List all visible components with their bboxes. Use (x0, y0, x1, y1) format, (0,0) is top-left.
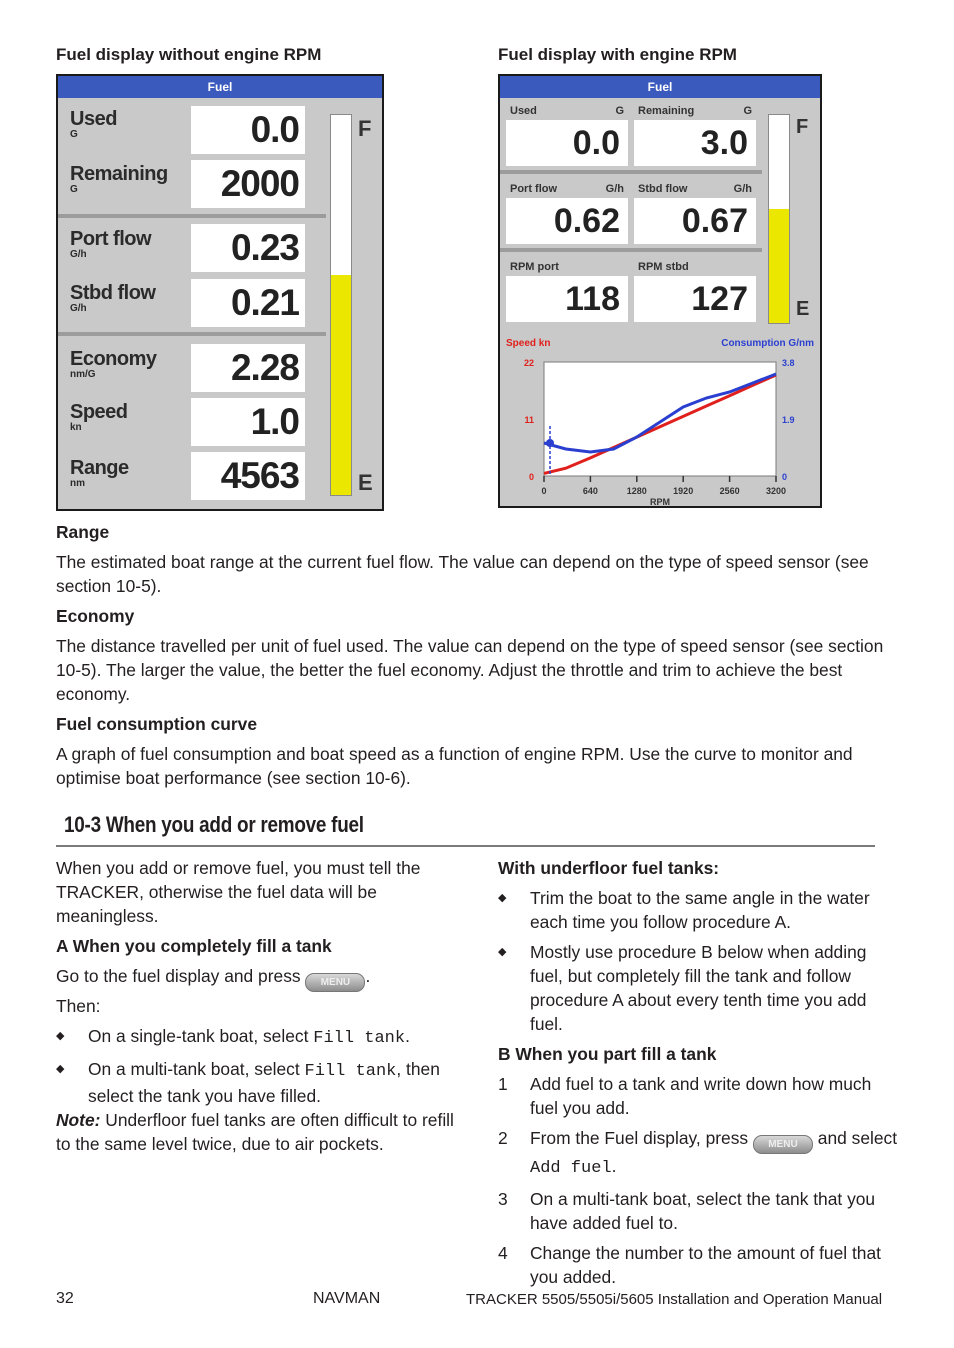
divider (58, 214, 326, 218)
screen-title: Fuel (58, 76, 382, 98)
screen-title: Fuel (500, 76, 820, 98)
procedure-a-list (56, 1024, 456, 1108)
caption-right: Fuel display with engine RPM (498, 45, 737, 64)
divider (500, 248, 762, 252)
caption-left: Fuel display without engine RPM (56, 45, 322, 64)
remaining-label: Remaining G (70, 163, 168, 195)
rpm-port-value: 118 (506, 276, 628, 322)
step-item: 1 Add fuel to a tank and write down how much fuel you add. (498, 1074, 872, 1118)
rpm-stbd-value: 127 (634, 276, 756, 322)
economy-text: The distance travelled per unit of fuel used. The value can depend on the type of speed sensor (see section 10-5). The larger the value, the better the fuel economy. Adjust the throttle and trim to achieve the best economy. (56, 636, 884, 704)
gauge-empty-label: E (796, 298, 810, 320)
stbd-flow-label: Stbd flow G/h (70, 282, 156, 314)
port-flow-cell: Port flow G/h 0.62 (506, 182, 628, 244)
curve-heading: Fuel consumption curve (56, 714, 257, 734)
footer-manual-title: TRACKER 5505/5505i/5605 Installation and Operation Manual (466, 1291, 883, 1308)
x-tick-label: 640 (582, 486, 598, 496)
range-heading: Range (56, 522, 110, 542)
x-tick-label: 2560 (719, 486, 740, 496)
list-item: ◆ Mostly use procedure B below when adding fuel, but completely fill the tank and follow procedure A about every tenth time you add fuel. (498, 942, 867, 1034)
divider (500, 170, 762, 174)
cursor-marker (546, 439, 554, 447)
footer-brand: NAVMAN (313, 1290, 381, 1307)
used-value: 0.0 (506, 120, 628, 166)
then-text: Then: (56, 996, 101, 1016)
remaining-value: 2000 (191, 160, 305, 208)
x-tick-label: 1920 (673, 486, 694, 496)
used-label: Used G (70, 108, 117, 140)
stbd-flow-cell: Stbd flow G/h 0.67 (634, 182, 756, 244)
speed-label: Speed kn (70, 401, 128, 433)
section-rule (56, 845, 875, 847)
used-cell: Used G 0.0 (506, 104, 628, 166)
procedure-b-heading: B When you part fill a tank (498, 1044, 717, 1064)
x-tick-label: 1280 (626, 486, 647, 496)
underfloor-list (498, 886, 898, 1036)
remaining-value: 3.0 (634, 120, 756, 166)
procedure-b-steps (498, 1072, 898, 1289)
step-item: 3 On a multi-tank boat, select the tank that you have added fuel to. (498, 1189, 876, 1233)
x-tick-label: 3200 (765, 486, 787, 496)
step-item: 4 Change the number to the amount of fuel that you added. (498, 1243, 881, 1287)
x-axis-label: RPM (650, 497, 670, 506)
range-text: The estimated boat range at the current fuel flow. The value can depend on the type of speed sensor (see section 10-5). (56, 552, 869, 596)
right-axis-label: Consumption G/nm (721, 338, 814, 349)
divider (58, 332, 326, 336)
fuel-gauge (768, 114, 790, 324)
note-text: Note: Underfloor fuel tanks are often difficult to refill to the same level twice, due to air pockets. (56, 1110, 454, 1154)
plot-area (544, 362, 776, 476)
stbd-flow-value: 0.67 (634, 198, 756, 244)
gauge-full-label: F (358, 116, 372, 141)
left-tick-label: 22 (523, 358, 534, 368)
economy-heading: Economy (56, 606, 135, 626)
port-flow-label: Port flow G/h (70, 228, 152, 260)
menu-key-icon: MENU (753, 1135, 813, 1154)
fuel-consumption-chart (500, 332, 820, 506)
gauge-full-label: F (796, 116, 809, 138)
step-item: 2 From the Fuel display, press MENU and select Add fuel. (498, 1128, 898, 1178)
x-tick-label: 0 (541, 486, 547, 496)
right-tick-label: 3.8 (782, 358, 795, 368)
section-title: 10-3 When you add or remove fuel (64, 812, 364, 837)
speed-value: 1.0 (191, 398, 305, 446)
fuel-gauge-level (331, 275, 351, 495)
left-axis-label: Speed kn (506, 338, 551, 349)
procedure-a-text: Go to the fuel display and press MENU . (56, 964, 456, 992)
underfloor-heading: With underfloor fuel tanks: (498, 858, 720, 878)
left-tick-label: 0 (528, 472, 534, 482)
economy-label: Economy nm/G (70, 348, 157, 380)
economy-value: 2.28 (191, 344, 305, 392)
right-tick-label: 0 (782, 472, 788, 482)
menu-key-icon: MENU (305, 973, 365, 992)
intro-text: When you add or remove fuel, you must tell the TRACKER, otherwise the fuel data will be meaningless. (56, 858, 421, 926)
list-item: ◆ Trim the boat to the same angle in the water each time you follow procedure A. (498, 888, 870, 932)
page-number: 32 (56, 1290, 74, 1307)
port-flow-value: 0.23 (191, 224, 305, 272)
fuel-display-without-rpm (56, 74, 384, 511)
rpm-stbd-cell: RPM stbd 127 (634, 260, 756, 322)
range-value: 4563 (191, 452, 305, 500)
list-item: ◆ On a multi-tank boat, select Fill tank, then select the tank you have filled. (56, 1059, 440, 1106)
fuel-display-with-rpm (498, 74, 822, 508)
gauge-empty-label: E (358, 470, 373, 495)
procedure-a-heading: A When you completely fill a tank (56, 936, 332, 956)
port-flow-value: 0.62 (506, 198, 628, 244)
fuel-gauge (330, 114, 352, 496)
rpm-port-cell: RPM port 118 (506, 260, 628, 322)
curve-text: A graph of fuel consumption and boat speed as a function of engine RPM. Use the curve to monitor and optimise boat performance (see section 10-6). (56, 744, 853, 788)
range-label: Range nm (70, 457, 129, 489)
stbd-flow-value: 0.21 (191, 279, 305, 327)
list-item: ◆ On a single-tank boat, select Fill tank. (56, 1026, 410, 1048)
fuel-gauge-level (769, 209, 789, 323)
left-tick-label: 11 (524, 415, 534, 425)
remaining-cell: Remaining G 3.0 (634, 104, 756, 166)
used-value: 0.0 (191, 106, 305, 154)
right-tick-label: 1.9 (782, 415, 795, 425)
